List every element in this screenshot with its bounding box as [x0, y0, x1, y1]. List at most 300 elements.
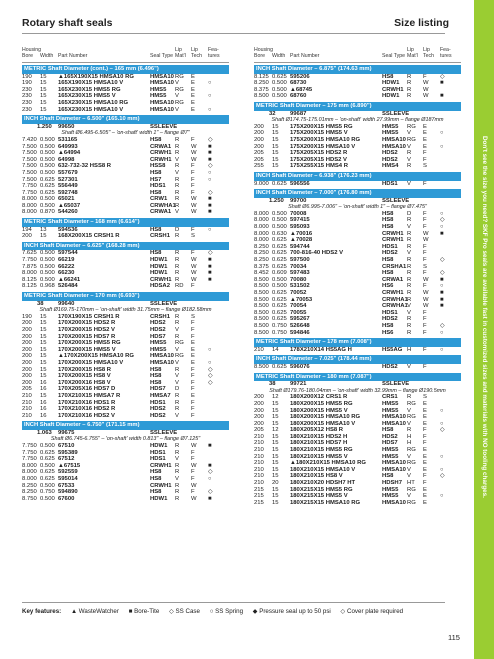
- cell: W: [423, 303, 429, 310]
- cell: 7.750: [22, 456, 37, 463]
- cell: 170X190X15 CRSH1 R: [58, 313, 120, 320]
- cell: 8.375: [254, 86, 269, 93]
- cell: F: [191, 163, 195, 170]
- cell: RG: [407, 123, 416, 130]
- cell: HDW1: [382, 80, 400, 87]
- cell: ■: [440, 230, 444, 237]
- cell: 0.500: [272, 80, 287, 87]
- table-row: [254, 460, 461, 467]
- cell: F: [423, 180, 427, 187]
- header-bore: Bore: [254, 53, 265, 59]
- table-row: [254, 231, 461, 238]
- table-row: [254, 330, 461, 337]
- cell: 170X210X16 HDS2 V: [58, 412, 115, 419]
- cell: E: [423, 130, 427, 137]
- cell: HS8: [150, 489, 162, 496]
- cell: E: [423, 466, 427, 473]
- cell: ○: [440, 224, 444, 231]
- cell: 15: [40, 233, 47, 240]
- cell: ○: [440, 329, 444, 336]
- cell: HDS2: [150, 406, 166, 413]
- cell: F: [191, 189, 195, 196]
- cell: 0.500: [40, 443, 55, 450]
- cell: 8.250: [254, 257, 269, 264]
- cell: HS8: [150, 189, 162, 196]
- cell: E: [191, 359, 195, 366]
- cell: HDW1: [150, 270, 168, 277]
- header-seal-type: Seal Type: [382, 53, 405, 59]
- cell: 15: [272, 493, 279, 500]
- header-seal-type: Seal Type: [150, 53, 173, 59]
- header-width: Width: [272, 53, 286, 59]
- cell: ○: [440, 130, 444, 137]
- table-row: [254, 270, 461, 277]
- table-row: [22, 443, 229, 450]
- cell: CRWH1: [150, 462, 172, 469]
- cell: V: [175, 412, 179, 419]
- cell: F: [191, 226, 195, 233]
- table-row: [22, 270, 229, 277]
- cell: ○: [208, 359, 212, 366]
- cell: 7.875: [22, 263, 37, 270]
- cell: F: [191, 366, 195, 373]
- cell: W: [191, 495, 197, 502]
- cell: 180X215X15 HMSA10 RG: [290, 499, 361, 506]
- cell: 8.000: [254, 230, 269, 237]
- cell: 215: [254, 493, 264, 500]
- sleeve-cell: SSLEEVE: [382, 381, 410, 388]
- cell: R: [407, 163, 412, 170]
- cell: ○: [208, 226, 212, 233]
- size-section: [22, 65, 229, 113]
- cell: S: [423, 263, 427, 270]
- cell: E: [423, 407, 427, 414]
- cell: 190: [22, 73, 32, 80]
- table-row: [254, 250, 461, 257]
- cell: F: [423, 346, 427, 353]
- cell: ◇: [440, 257, 445, 264]
- cell: V: [407, 407, 411, 414]
- cell: 0.500: [40, 263, 55, 270]
- cell: 0.500: [40, 202, 55, 209]
- cell: ◇: [208, 489, 213, 496]
- cell: HDS2: [150, 412, 166, 419]
- cell: 205: [254, 150, 264, 157]
- table-row: [254, 323, 461, 330]
- cell: 15: [40, 333, 47, 340]
- cell: 0.500: [272, 210, 287, 217]
- cell: RG: [407, 414, 416, 421]
- cell: HMS5: [150, 346, 167, 353]
- cell: 190: [22, 313, 32, 320]
- cell: 8.000: [22, 476, 37, 483]
- cell: V: [407, 473, 411, 480]
- cell: 170X200X15 HS8 R: [58, 366, 112, 373]
- header-lip-tech: Lip Tech: [423, 47, 434, 59]
- cell: 15: [272, 143, 279, 150]
- sleeve-cell: SSLEEVE: [382, 110, 410, 117]
- cell: 597483: [290, 270, 310, 277]
- cell: HT: [407, 480, 415, 487]
- cell: 8.500: [254, 329, 269, 336]
- table-row: [22, 196, 229, 203]
- cell: ◇: [208, 379, 213, 386]
- table-row: [254, 480, 461, 487]
- cell: 15: [272, 123, 279, 130]
- table-row: [22, 373, 229, 380]
- key-item: ○ SS Spring: [209, 608, 244, 615]
- table-row: [254, 244, 461, 251]
- cell: 180X200X15 HMSA10 V: [290, 420, 356, 427]
- cell: 200: [22, 346, 32, 353]
- cell: 170X200X15 HMS5 RG: [58, 340, 121, 347]
- table-row: [22, 320, 229, 327]
- cell: CRWH1: [150, 156, 172, 163]
- section-title: INCH Shaft Diameter – 7.025" (178.44 mm): [254, 355, 461, 364]
- cell: 0.500: [272, 217, 287, 224]
- cell: ◇: [440, 322, 445, 329]
- cell: ○: [440, 493, 444, 500]
- cell: D: [407, 210, 412, 217]
- cell: HS8: [382, 473, 394, 480]
- cell: 0.500: [272, 283, 287, 290]
- cell: 0.625: [40, 469, 55, 476]
- cell: HMSA10: [150, 99, 174, 106]
- cell: 180X200X15 HMS5 RG: [290, 400, 353, 407]
- cell: HMSA10: [150, 73, 174, 80]
- cell: W: [191, 263, 197, 270]
- cell: 66230: [58, 270, 75, 277]
- cell: R: [407, 316, 412, 323]
- cell: 0.500: [40, 136, 55, 143]
- cell: E: [191, 340, 195, 347]
- cell: HDS2: [382, 363, 398, 370]
- cell: V: [407, 156, 411, 163]
- cell: V: [407, 420, 411, 427]
- right-column: [254, 41, 461, 506]
- cell: 200: [22, 326, 32, 333]
- cell: 15: [272, 473, 279, 480]
- cell: 205: [22, 386, 32, 393]
- table-row: [22, 340, 229, 347]
- table-row: [22, 353, 229, 360]
- header-lip-matl: Lip Mat'l: [407, 47, 418, 59]
- cell: R: [175, 462, 180, 469]
- size-section: [22, 292, 229, 419]
- cell: HS8: [382, 270, 394, 277]
- table-row: [254, 217, 461, 224]
- table-row: [22, 393, 229, 400]
- cell: 0.625: [40, 189, 55, 196]
- table-row: [254, 447, 461, 454]
- cell: F: [191, 169, 195, 176]
- table-row: [22, 137, 229, 144]
- cell: 200: [254, 130, 264, 137]
- cell: R: [175, 150, 180, 157]
- cell: 170X200X15 HMSA10 V: [58, 359, 124, 366]
- cell: 170X210X15 HMSA7 R: [58, 392, 121, 399]
- key-item: ▲ WasteWatcher: [70, 608, 119, 615]
- cell: HS8: [382, 73, 394, 80]
- cell: F: [191, 379, 195, 386]
- cell: ◇: [208, 189, 213, 196]
- table-row: [22, 406, 229, 413]
- cell: 592559: [58, 469, 78, 476]
- cell: 0.625: [40, 176, 55, 183]
- cell: 596076: [290, 363, 310, 370]
- cell: S: [191, 313, 195, 320]
- cell: ▲70016: [290, 230, 313, 237]
- cell: 0.625: [272, 316, 287, 323]
- cell: E: [423, 420, 427, 427]
- cell: R: [175, 163, 180, 170]
- cell: R: [175, 202, 180, 209]
- cell: HDW1: [150, 495, 168, 502]
- cell: HMS5: [150, 93, 167, 100]
- cell: HS8: [382, 257, 394, 264]
- sleeve-note: Shaft Ø6.995-7.006" – 'on-shaft' width 1" – flange Ø7.475": [288, 204, 427, 211]
- cell: 210: [254, 440, 264, 447]
- cell: 215: [254, 486, 264, 493]
- cell: 594890: [58, 489, 78, 496]
- cell: ■: [208, 443, 212, 450]
- cell: 15: [40, 86, 47, 93]
- cell: 0.500: [40, 250, 55, 257]
- table-row: [254, 454, 461, 461]
- cell: 66219: [58, 257, 75, 264]
- size-section: [22, 242, 229, 290]
- table-row: [254, 310, 461, 317]
- cell: ■: [208, 462, 212, 469]
- cell: 16: [40, 412, 47, 419]
- table-row: [22, 203, 229, 210]
- section-title: INCH Shaft Diameter – 6.938" (176.23 mm): [254, 172, 461, 181]
- cell: CRWH1: [382, 237, 404, 244]
- cell: 0.625: [40, 449, 55, 456]
- cell: 15: [272, 163, 279, 170]
- cell: 8.000: [254, 237, 269, 244]
- cell: 0.625: [272, 250, 287, 257]
- cell: 557679: [58, 169, 78, 176]
- cell: CRWA1: [150, 143, 172, 150]
- size-section: [254, 189, 461, 336]
- cell: 180X200X12 CRS1 R: [290, 394, 348, 401]
- cell: HS8: [150, 136, 162, 143]
- section-title: METRIC Shaft Diameter – 178 mm (7.008"): [254, 338, 461, 347]
- cell: R: [175, 399, 180, 406]
- cell: HDS1: [382, 243, 398, 250]
- cell: 15: [272, 460, 279, 467]
- cell: 210: [22, 392, 32, 399]
- cell: HDW1: [150, 263, 168, 270]
- cell: RG: [175, 73, 184, 80]
- cell: 170X200X15 HMS5 V: [58, 346, 116, 353]
- page-section-title: Size listing: [394, 17, 449, 29]
- cell: 20: [272, 480, 279, 487]
- cell: F: [423, 427, 427, 434]
- table-row: [22, 476, 229, 483]
- table-row: [22, 400, 229, 407]
- cell: W: [191, 270, 197, 277]
- table-row: [22, 367, 229, 374]
- table-row: [22, 227, 229, 234]
- cell: 597415: [290, 217, 310, 224]
- cell: RG: [407, 136, 416, 143]
- cell: 0.500: [40, 163, 55, 170]
- cell: HDS2: [382, 316, 398, 323]
- cell: 15: [272, 400, 279, 407]
- cell: CRW1: [150, 196, 168, 203]
- cell: 180X210X15 HMS5 RG: [290, 447, 353, 454]
- cell: F: [423, 433, 427, 440]
- table-row: [22, 177, 229, 184]
- cell: F: [191, 373, 195, 380]
- cell: HMSA10: [150, 359, 174, 366]
- side-strip-text: Don't see the size you need? SKF Pro seals are available fast in customized sizes and materials with NO tooling charges.: [481, 136, 488, 498]
- cell: 0.500: [272, 276, 287, 283]
- cell: F: [191, 136, 195, 143]
- table-row: [22, 144, 229, 151]
- cell: V: [407, 303, 411, 310]
- cell: ▲165X190X15 HMSA10 RG: [58, 73, 134, 80]
- cell: 15: [272, 440, 279, 447]
- cell: 592748: [58, 189, 78, 196]
- size-section: [254, 65, 461, 100]
- cell: F: [191, 176, 195, 183]
- table-row: [22, 413, 229, 420]
- cell: 7.750: [22, 189, 37, 196]
- cell: HS8: [150, 169, 162, 176]
- cell: R: [175, 257, 180, 264]
- cell: W: [423, 230, 429, 237]
- sleeve-row: [22, 124, 229, 131]
- table-row: [22, 250, 229, 257]
- cell: HS8: [382, 427, 394, 434]
- cell: R: [407, 270, 412, 277]
- cell: HS7: [150, 176, 162, 183]
- cell: V: [175, 80, 179, 87]
- table-header: [22, 41, 229, 63]
- sleeve-cell: 99700: [290, 197, 307, 204]
- cell: 15: [40, 320, 47, 327]
- cell: HS6: [382, 329, 394, 336]
- table-row: [254, 264, 461, 271]
- size-section: [254, 338, 461, 353]
- cell: 210: [22, 412, 32, 419]
- table-row: [254, 290, 461, 297]
- cell: 180X200X15 HMS5 V: [290, 407, 348, 414]
- cell: 7.500: [22, 169, 37, 176]
- cell: F: [423, 329, 427, 336]
- cell: 0.500: [40, 150, 55, 157]
- cell: R: [175, 183, 180, 190]
- cell: 16: [40, 379, 47, 386]
- cell: 230: [22, 106, 32, 113]
- cell: 0.625: [272, 363, 287, 370]
- cell: R: [407, 290, 412, 296]
- cell: W: [423, 93, 429, 100]
- cell: V: [175, 346, 179, 353]
- cell: 8.000: [22, 462, 37, 469]
- sleeve-row: [22, 301, 229, 308]
- cell: W: [423, 86, 429, 93]
- cell: 8.500: [254, 309, 269, 316]
- cell: F: [423, 283, 427, 290]
- sleeve-note: Shaft Ø179.76-180.04mm – 'on-shaft' width 32.99mm – flange Ø190.5mm: [269, 387, 446, 394]
- cell: R: [175, 320, 180, 327]
- table-row: [254, 257, 461, 264]
- cell: 8.000: [22, 469, 37, 476]
- cell: F: [191, 456, 195, 463]
- cell: 165X230X15 HMSA10 V: [58, 106, 124, 113]
- table-row: [254, 163, 461, 170]
- sleeve-note: Shaft Ø6.745-6.755" – 'on-shaft' width 0.813" – flange Ø7.125": [50, 436, 201, 443]
- cell: 7.750: [22, 183, 37, 190]
- cell: 7.500: [22, 163, 37, 170]
- section-title: METRIC Shaft Diameter – 170 mm (6.693"): [22, 292, 229, 301]
- cell: F: [191, 386, 195, 393]
- cell: 0.625: [40, 183, 55, 190]
- cell: 15: [40, 313, 47, 320]
- cell: 9.000: [254, 180, 269, 187]
- table-row: [254, 316, 461, 323]
- cell: E: [423, 453, 427, 460]
- cell: 8.000: [254, 224, 269, 231]
- table-row: [22, 157, 229, 164]
- table-row: [254, 137, 461, 144]
- cell: HMSA10: [382, 136, 406, 143]
- cell: ○: [440, 283, 444, 290]
- cell: HMS5: [382, 453, 399, 460]
- cell: 15: [272, 150, 279, 157]
- cell: 200: [22, 233, 32, 240]
- cell: ▲180X210X15 HMSA10 RG: [290, 460, 366, 467]
- cell: 200: [254, 400, 264, 407]
- cell: 596556: [290, 180, 310, 187]
- cell: CRWHA1: [382, 303, 408, 310]
- cell: 210: [254, 453, 264, 460]
- cell: HDS2: [150, 326, 166, 333]
- cell: HS8: [382, 224, 394, 231]
- table-row: [254, 224, 461, 231]
- table-row: [254, 237, 461, 244]
- cell: RD: [175, 283, 184, 290]
- cell: W: [191, 482, 197, 489]
- cell: E: [423, 447, 427, 454]
- cell: ■: [208, 276, 212, 283]
- cell: ○: [440, 453, 444, 460]
- cell: 200: [22, 379, 32, 386]
- section-title: INCH Shaft Diameter – 6.625" (168.28 mm): [22, 242, 229, 251]
- cell: HDS1: [150, 399, 166, 406]
- cell: 8.452: [254, 270, 269, 277]
- cell: CRWHA1: [150, 202, 176, 209]
- cell: R: [175, 263, 180, 270]
- cell: 0.625: [272, 237, 287, 244]
- cell: ◇: [440, 73, 445, 80]
- cell: E: [191, 73, 195, 80]
- cell: ▲170X200X15 HMSA10 RG: [58, 353, 134, 360]
- cell: R: [407, 217, 412, 224]
- sleeve-cell: 1.250: [269, 197, 284, 204]
- cell: F: [191, 476, 195, 483]
- size-section: [254, 172, 461, 187]
- key-item: ◇ SS Case: [169, 608, 200, 615]
- cell: R: [175, 136, 180, 143]
- cell: RG: [407, 400, 416, 407]
- table-row: [22, 360, 229, 367]
- table-row: [22, 170, 229, 177]
